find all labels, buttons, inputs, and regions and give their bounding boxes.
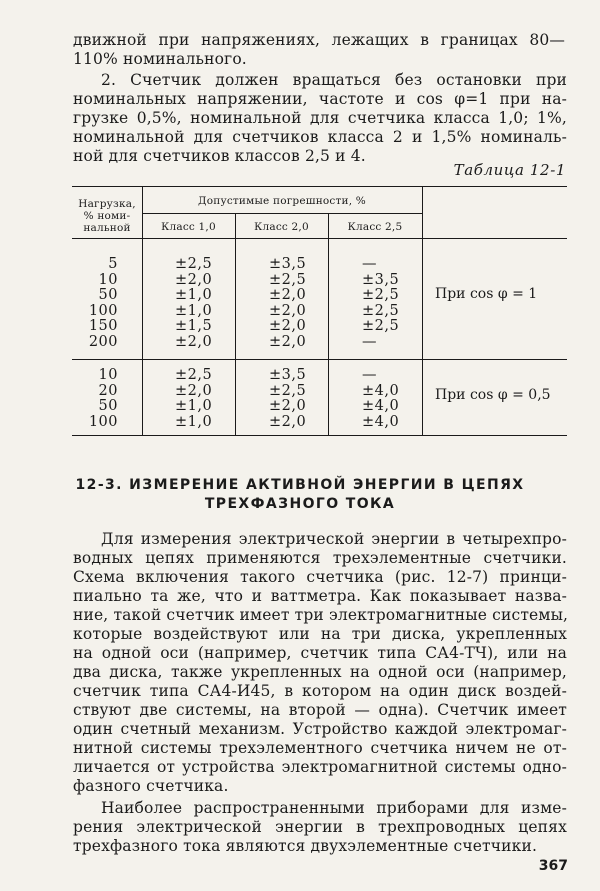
para1-line-6: которые воздействуют или на три диска, укрепленных [73, 625, 567, 643]
para1-line-1: Для измерения электрической энергии в четырехпро- [101, 530, 567, 548]
table-caption: Таблица 12-1 [453, 161, 566, 179]
table-rule-group [72, 359, 567, 360]
group1-note: При cos φ = 1 [435, 286, 538, 302]
header-class-1: Класс 1,0 [161, 221, 216, 233]
para2-line-3: трехфазного тока являются двухэлементные счетчики. [73, 837, 538, 855]
intro-line-1: движной при напряжениях, лежащих в границах 80— [73, 31, 565, 49]
group2-loads: 10 20 50 100 [88, 367, 118, 430]
para1-line-11: один счетный механизм. Устройство каждой электромаг- [73, 720, 567, 738]
header-load: Нагрузка, % номи-нальной [78, 198, 136, 234]
item2-line-4: номинальной для счетчиков класса 2 и 1,5% номиналь- [73, 128, 567, 146]
para1-line-3: Схема включения такого счетчика (рис. 12-7) принци- [73, 568, 567, 586]
group2-class2: ±3,5 ±2,5 ±2,0 ±2,0 [269, 367, 307, 430]
para1-line-10: ствуют две системы, на второй — одна). Счетчик имеет [73, 701, 567, 719]
para1-line-8: два диска, также укрепленных на одной оси (например, [73, 663, 567, 681]
group2-note: При cos φ = 0,5 [435, 387, 551, 403]
table-rule-bottom [72, 435, 567, 436]
group1-loads: 5 10 50 100 150 200 [88, 256, 118, 350]
para1-line-2: водных цепях применяются трехэлементные счетчики. [73, 549, 567, 567]
table-col-line-3 [328, 213, 329, 435]
page-number: 367 [538, 858, 568, 874]
table-col-line-2 [235, 213, 236, 435]
para1-line-14: фазного счетчика. [73, 777, 229, 795]
section-heading-line-2: ТРЕХФАЗНОГО ТОКА [204, 496, 396, 512]
item2-line-1: 2. Счетчик должен вращаться без остановки при [101, 71, 567, 89]
group1-class25: — ±3,5 ±2,5 ±2,5 ±2,5 — [362, 256, 400, 350]
group1-class2: ±3,5 ±2,5 ±2,0 ±2,0 ±2,0 ±2,0 [269, 256, 307, 350]
table-rule-top [72, 186, 567, 187]
item2-line-5: ной для счетчиков классов 2,5 и 4. [73, 147, 366, 165]
item2-line-3: грузке 0,5%, номинальной для счетчика класса 1,0; 1%, [73, 109, 567, 127]
para1-line-13: личается от устройства электромагнитной системы одно- [73, 758, 567, 776]
para2-line-1: Наиболее распространенными приборами для изме- [101, 799, 567, 817]
para2-line-2: рения электрической энергии в трехпроводных цепях [73, 818, 567, 836]
tolerance-table [72, 186, 567, 436]
table-rule-header [72, 238, 567, 239]
header-errors: Допустимые погрешности, % [198, 195, 366, 207]
header-class-2: Класс 2,0 [254, 221, 309, 233]
table-col-line-4 [422, 186, 423, 435]
section-heading-line-1: 12-3. ИЗМЕРЕНИЕ АКТИВНОЙ ЭНЕРГИИ В ЦЕПЯХ [75, 477, 525, 493]
table-rule-sub [142, 213, 422, 214]
para1-line-7: на одной оси (например, счетчик типа СА4-ТЧ), или на [73, 644, 567, 662]
para1-line-4: пиально та же, что и ваттметра. Как показывает назва- [73, 587, 567, 605]
item2-line-2: номинальных напряжении, частоте и cos φ=1 при на- [73, 90, 567, 108]
group2-class1: ±2,5 ±2,0 ±1,0 ±1,0 [175, 367, 213, 430]
para1-line-5: ние, такой счетчик имеет три электромагнитные системы, [73, 606, 569, 624]
group1-class1: ±2,5 ±2,0 ±1,0 ±1,0 ±1,5 ±2,0 [175, 256, 213, 350]
header-class-25: Класс 2,5 [347, 221, 403, 233]
para1-line-9: счетчик типа СА4-И45, в котором на один диск воздей- [73, 682, 567, 700]
para1-line-12: нитной системы трехэлементного счетчика ничем не от- [73, 739, 567, 757]
intro-line-2: 110% номинального. [73, 50, 247, 68]
group2-class25: — ±4,0 ±4,0 ±4,0 [362, 367, 400, 430]
